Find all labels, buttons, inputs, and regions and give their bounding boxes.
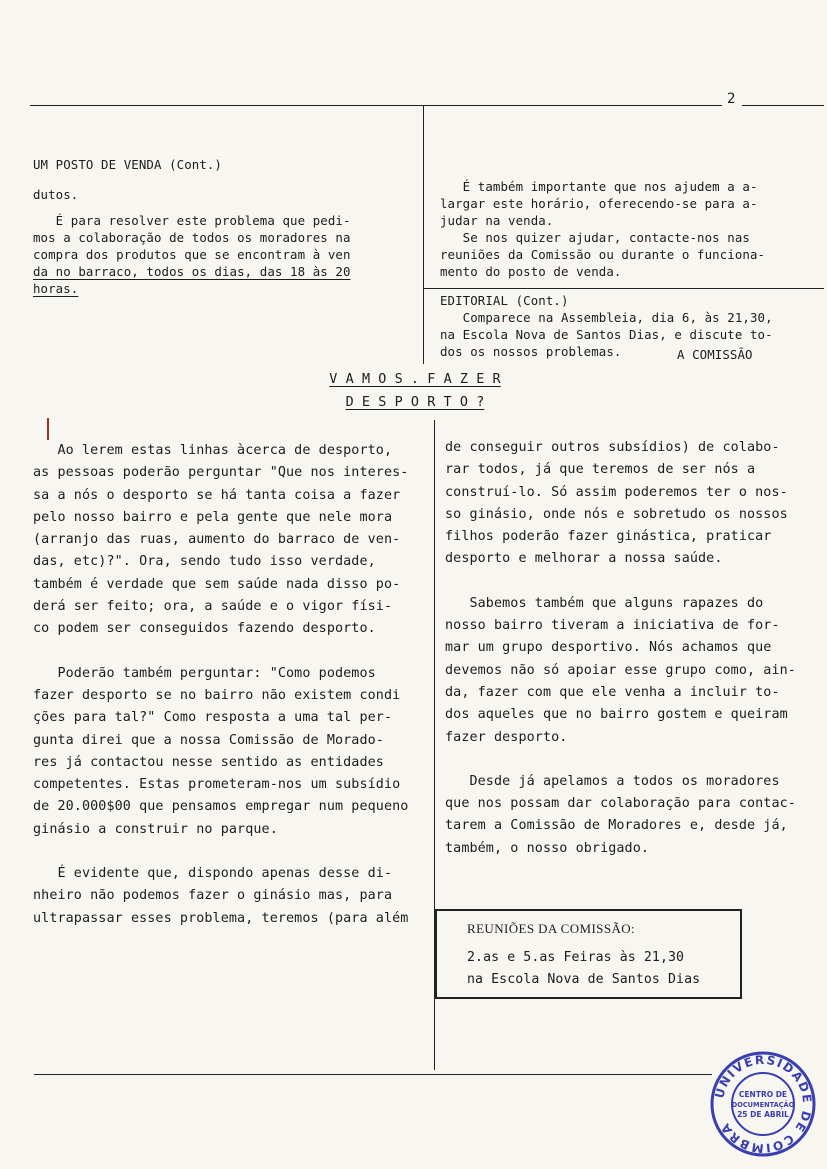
text-line: so ginásio, onde nós e sobretudo os nossos: [445, 506, 788, 522]
posto-de-venda-section: [33, 156, 413, 297]
text-line: ções para tal?" Como resposta a uma tal per-: [33, 710, 393, 726]
text-line: gunta direi que a nossa Comissão de Morado-: [33, 732, 384, 748]
text-line: na Escola Nova de Santos Dias, e discute to-: [440, 327, 773, 342]
text-line: dos aqueles que no bairro gostem e queiram: [445, 707, 788, 723]
header-rule-right: [742, 105, 824, 106]
text-line: Ao lerem estas linhas àcerca de desporto,: [33, 443, 393, 458]
text-line: É para resolver este problema que pedi-: [33, 213, 351, 228]
text-line: Poderão também perguntar: "Como podemos: [33, 665, 376, 681]
text-line: que nos possam dar colaboração para contac-: [445, 796, 796, 812]
text-line: da, fazer com que ele venha a incluir to-: [445, 684, 780, 700]
text-line: [33, 246, 413, 263]
text-line: devemos não só apoiar esse grupo como, ain-: [445, 662, 796, 678]
text-line: Se nos quizer ajudar, contacte-nos nas: [440, 230, 750, 245]
page-number: 2: [727, 91, 736, 107]
meetings-title: REUNIÕES DA COMISSÃO:: [467, 921, 636, 936]
text-line: mento do posto de venda.: [440, 264, 622, 279]
article-title-line1: V A M O S . F A Z E R: [329, 372, 501, 387]
text-line: largar este horário, oferecendo-se para a-: [440, 196, 758, 211]
meetings-line-place: na Escola Nova de Santos Dias: [467, 972, 701, 987]
text-line-underlined: horas.: [33, 281, 79, 296]
text-line: de conseguir outros subsídios) de colabo-: [445, 440, 780, 455]
article-title: [300, 368, 530, 414]
text-line: também, o nosso obrigado.: [445, 840, 650, 856]
stamp-line-1: CENTRO DE: [738, 1090, 788, 1099]
editorial-signature: A COMISSÃO: [677, 347, 753, 362]
blank-line: [445, 571, 825, 593]
text-line: mos a colaboração de todos os moradores na: [33, 230, 351, 245]
text-line: filhos poderão fazer ginástica, praticar: [445, 529, 772, 545]
text-line: judar na venda.: [440, 213, 554, 228]
text-line: (arranjo das ruas, aumento do barraco de ven-: [33, 532, 401, 548]
text-line: ginásio a construir no parque.: [33, 821, 278, 837]
text-line-underlined: da no barraco, todos os dias, das 18 às 20: [33, 264, 351, 279]
text-line: as pessoas poderão perguntar "Que nos interes-: [33, 465, 409, 481]
text-line: rar todos, já que teremos de ser nós a: [445, 462, 756, 478]
text-line: desporto e melhorar a nossa saúde.: [445, 551, 723, 567]
meetings-schedule: [467, 947, 700, 991]
margin-mark: [47, 418, 49, 440]
section-title: UM POSTO DE VENDA (Cont.): [33, 157, 222, 172]
blank-line: [445, 749, 825, 771]
text-line: ultrapassar esses problema, teremos (para além: [33, 910, 409, 926]
top-column-divider: [423, 106, 424, 364]
text-line: competentes. Estas prometeram-nos um subsídio: [33, 777, 401, 793]
text-line: também é verdade que sem saúde nada disso po-: [33, 576, 401, 592]
footer-rule: [34, 1074, 712, 1075]
stamp-line-2: DOCUMENTAÇÃO: [731, 1101, 795, 1109]
text-line: derá ser feito; ora, a saúde e o vigor físi-: [33, 599, 393, 615]
editorial-section: [440, 292, 825, 360]
text-line: Desde já apelamos a todos os moradores: [445, 773, 780, 789]
text-line: sa a nós o desporto se há tanta coisa a fazer: [33, 487, 401, 503]
text-line: tarem a Comissão de Moradores e, desde já,: [445, 818, 788, 834]
header-rule-left: [30, 105, 722, 106]
stamp-ring-text: UNIVERSIDADE DE COIMBRA: [712, 1052, 815, 1156]
university-stamp: [709, 1050, 817, 1158]
text-line: construí-lo. Só assim poderemos ter o nos-: [445, 484, 788, 500]
blank-line: [33, 841, 428, 863]
text-line: nheiro não podemos fazer o ginásio mas, para: [33, 888, 393, 904]
text-fragment: compra dos produtos que se encontram à ven: [33, 247, 351, 262]
text-line: dutos.: [33, 187, 79, 202]
text-line: fazer desporto se no bairro não existem condi: [33, 687, 401, 703]
meetings-box: [435, 909, 742, 999]
text-line: É evidente que, dispondo apenas desse di-: [33, 866, 393, 882]
text-line: nosso bairro tiveram a iniciativa de for-: [445, 618, 780, 634]
text-line: Comparece na Assembleia, dia 6, às 21,30,: [440, 310, 773, 325]
text-line: das, etc)?". Ora, sendo tudo isso verdade,: [33, 554, 376, 570]
stamp-line-3: 25 DE ABRIL: [737, 1110, 789, 1119]
article-left-column: [33, 440, 428, 930]
text-line: pelo nosso bairro e pela gente que nele mora: [33, 509, 393, 525]
article-right-column: [445, 437, 825, 860]
text-line: É também importante que nos ajudem a a-: [440, 179, 758, 194]
text-line: fazer desporto.: [445, 729, 568, 745]
text-line: mar um grupo desportivo. Nós achamos que: [445, 640, 772, 656]
text-line: de 20.000$00 que pensamos empregar num pequeno: [33, 799, 409, 815]
editorial-title: EDITORIAL (Cont.): [440, 293, 569, 308]
article-title-line2: D E S P O R T O ?: [345, 395, 485, 410]
blank-line: [33, 641, 428, 663]
text-line: Sabemos também que alguns rapazes do: [445, 595, 764, 611]
posto-de-venda-continued: [440, 178, 825, 280]
text-line: dos os nossos problemas.: [440, 344, 622, 359]
text-line: res já contactou nesse sentido as entidades: [33, 754, 384, 770]
meetings-line-days: 2.as e 5.as Feiras às 21,30: [467, 950, 685, 965]
text-line: reuniões da Comissão ou durante o funciona-: [440, 247, 766, 262]
text-line: co podem ser conseguidos fazendo desporto.: [33, 621, 376, 637]
editorial-rule: [424, 288, 824, 289]
